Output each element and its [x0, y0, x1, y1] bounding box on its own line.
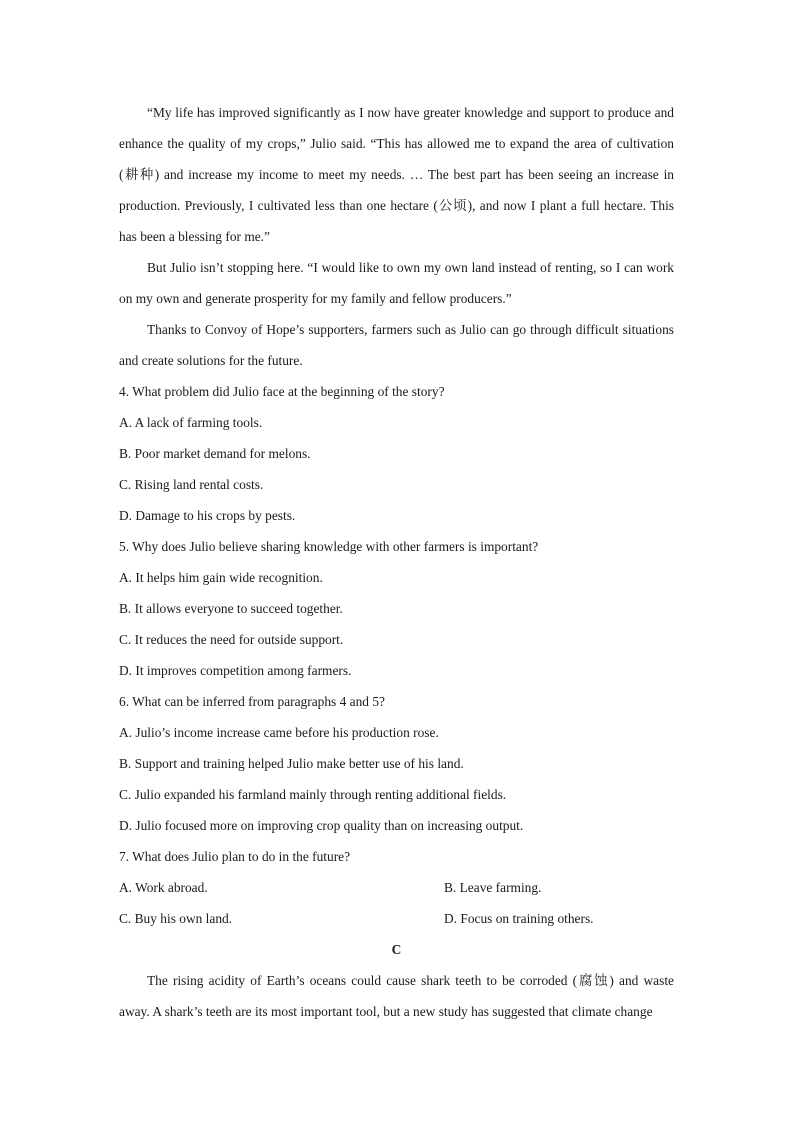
answer-option-row: [119, 872, 674, 903]
question-stem: 4. What problem did Julio face at the beginning of the story?: [119, 384, 445, 399]
answer-option: A. Julio’s income increase came before his production rose.: [119, 725, 439, 740]
question-7: [119, 841, 674, 934]
question-stem: 5. Why does Julio believe sharing knowledge with other farmers is important?: [119, 539, 539, 554]
answer-option: D. It improves competition among farmers.: [119, 663, 352, 678]
question-stem: 7. What does Julio plan to do in the future?: [119, 849, 351, 864]
answer-option: B. Support and training helped Julio make better use of his land.: [119, 756, 464, 771]
answer-option: C. Julio expanded his farmland mainly through renting additional fields.: [119, 787, 507, 802]
question-stem: 6. What can be inferred from paragraphs 4 and 5?: [119, 694, 385, 709]
question-6: [119, 686, 674, 841]
passage-paragraph: The rising acidity of Earth’s oceans could cause shark teeth to be corroded (腐蚀) and waste away. A shark’s teeth are its most important tool, but a new study has suggested that climate change: [119, 973, 674, 1019]
answer-option: D. Julio focused more on improving crop quality than on increasing output.: [119, 818, 524, 833]
answer-option: A. It helps him gain wide recognition.: [119, 570, 323, 585]
passage-paragraph: But Julio isn’t stopping here. “I would like to own my own land instead of renting, so I can work on my own and generate prosperity for my family and fellow producers.”: [119, 260, 674, 306]
document-page: [119, 97, 674, 1027]
answer-option-row: [119, 903, 674, 934]
passage-paragraph: Thanks to Convoy of Hope’s supporters, farmers such as Julio can go through difficult situations and create solutions for the future.: [119, 322, 674, 368]
answer-option: A. A lack of farming tools.: [119, 415, 263, 430]
answer-option: D. Damage to his crops by pests.: [119, 508, 296, 523]
section-heading: C: [391, 942, 402, 957]
answer-option: C. Rising land rental costs.: [119, 477, 264, 492]
question-4: [119, 376, 674, 531]
answer-option: B. Poor market demand for melons.: [119, 446, 311, 461]
answer-option: B. Leave farming.: [444, 880, 542, 895]
question-5: [119, 531, 674, 686]
answer-option: B. It allows everyone to succeed together.: [119, 601, 343, 616]
answer-option: C. Buy his own land.: [119, 911, 233, 926]
answer-option: D. Focus on training others.: [444, 911, 594, 926]
answer-option: C. It reduces the need for outside support.: [119, 632, 344, 647]
passage-paragraph: “My life has improved significantly as I now have greater knowledge and support to produce and enhance the quality of my crops,” Julio said. “This has allowed me to expand the area of cultivation (耕种) and increase my income to meet my needs. … The best part has been seeing an increase in production. Previously, I cultivated less than one hectare (公顷), and now I plant a full hectare. This has been a blessing for me.”: [119, 105, 674, 244]
answer-option: A. Work abroad.: [119, 880, 208, 895]
